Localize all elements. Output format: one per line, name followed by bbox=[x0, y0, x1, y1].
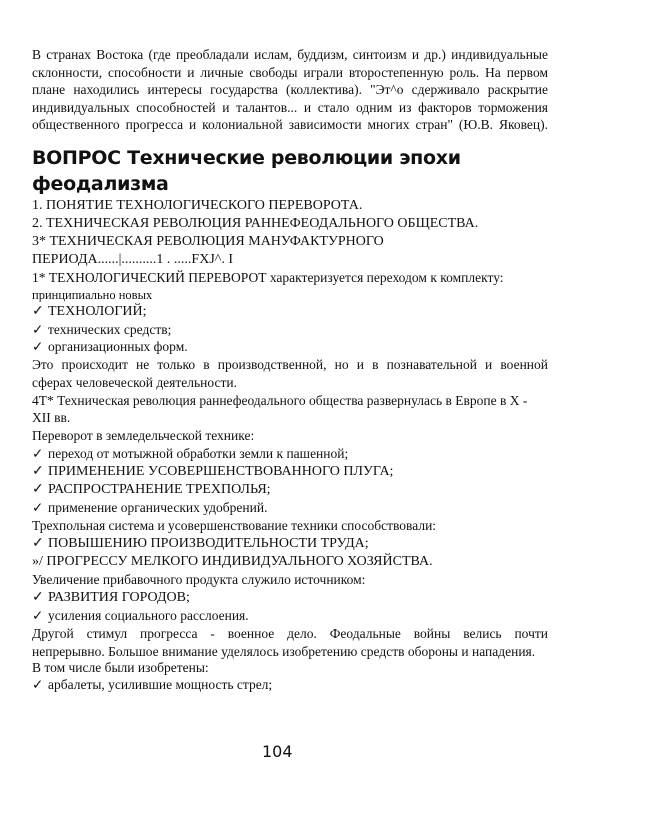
line-text: 4Т* Техническая революция раннефеодального общества развернулась в Европе в X - bbox=[32, 393, 528, 408]
checklist-item bbox=[32, 303, 548, 320]
check-mark-icon: ✓ bbox=[32, 322, 44, 337]
intro-line: индивидуальных способностей и талантов... и стало одним из факторов торможения bbox=[32, 99, 548, 115]
text-line bbox=[32, 269, 548, 286]
page-number: 104 bbox=[262, 742, 293, 761]
line-text: РАСПРОСТРАНЕНИЕ ТРЕХПОЛЬЯ; bbox=[48, 482, 271, 497]
section-heading: ВОПРОС Технические революции эпохи bbox=[32, 147, 461, 169]
text-line bbox=[32, 553, 548, 570]
line-text: ПЕРИОДА......|..........1 . .....FXJ^. I bbox=[32, 252, 234, 267]
line-text: применение органических удобрений. bbox=[48, 500, 268, 515]
line-text: технических средств; bbox=[48, 322, 172, 337]
line-text: РАЗВИТИЯ ГОРОДОВ; bbox=[48, 590, 190, 605]
line-text: непрерывно. Большое внимание уделялось изобретению средств обороны и нападения. bbox=[32, 644, 536, 659]
checklist-item bbox=[32, 321, 548, 338]
text-line bbox=[32, 392, 548, 409]
text-line bbox=[32, 197, 548, 214]
line-text: Трехпольная система и усовершенствование техники способствовали: bbox=[32, 518, 437, 533]
section-heading: феодализма bbox=[32, 173, 169, 195]
text-line bbox=[32, 625, 548, 642]
line-text: ПОВЫШЕНИЮ ПРОИЗВОДИТЕЛЬНОСТИ ТРУДА; bbox=[48, 536, 369, 551]
text-line bbox=[32, 409, 548, 426]
check-mark-icon: ✓ bbox=[32, 500, 44, 515]
line-text: Это происходит не только в производственной, но и в познавательной и военной bbox=[32, 357, 548, 372]
line-text: Другой стимул прогресса - военное дело. Феодальные войны велись почти bbox=[32, 626, 548, 641]
text-line bbox=[32, 374, 548, 391]
checklist-item bbox=[32, 499, 548, 516]
intro-line: общественного прогресса и колониальной зависимости многих стран" (Ю.В. Яковец). bbox=[32, 117, 548, 132]
intro-line: плане находились интересы государства (коллектива). "Эт^о сдерживало раскрытие bbox=[32, 82, 548, 97]
line-text: арбалеты, усилившие мощность стрел; bbox=[48, 677, 273, 692]
line-text: 1. ПОНЯТИЕ ТЕХНОЛОГИЧЕСКОГО ПЕРЕВОРОТА. bbox=[32, 198, 363, 213]
check-mark-icon: ✓ bbox=[32, 536, 44, 551]
line-text: 3* ТЕХНИЧЕСКАЯ РЕВОЛЮЦИЯ МАНУФАКТУРНОГО bbox=[32, 234, 384, 249]
check-mark-icon: ✓ bbox=[32, 677, 44, 692]
line-text: Переворот в земледельческой технике: bbox=[32, 428, 255, 443]
check-mark-icon: ✓ bbox=[32, 608, 44, 623]
line-text: »/ ПРОГРЕССУ МЕЛКОГО ИНДИВИДУАЛЬНОГО ХОЗЯЙСТВА. bbox=[32, 554, 433, 569]
text-line bbox=[32, 643, 548, 660]
text-line bbox=[32, 233, 548, 250]
check-mark-icon: ✓ bbox=[32, 446, 44, 461]
text-line bbox=[32, 427, 548, 444]
checklist-item bbox=[32, 676, 548, 693]
line-text: переход от мотыжной обработки земли к пашенной; bbox=[48, 446, 349, 461]
line-text: В том числе были изобретены: bbox=[32, 660, 209, 675]
line-text: XII вв. bbox=[32, 410, 71, 425]
line-text: ТЕХНОЛОГИЙ; bbox=[48, 304, 147, 319]
checklist-item bbox=[32, 445, 548, 462]
line-text: усиления социального расслоения. bbox=[48, 608, 249, 623]
text-line bbox=[32, 659, 548, 676]
checklist-item bbox=[32, 589, 548, 606]
checklist-item bbox=[32, 338, 548, 355]
line-text: 2. ТЕХНИЧЕСКАЯ РЕВОЛЮЦИЯ РАННЕФЕОДАЛЬНОГО ОБЩЕСТВА. bbox=[32, 216, 479, 231]
line-text: ПРИМЕНЕНИЕ УСОВЕРШЕНСТВОВАННОГО ПЛУГА; bbox=[48, 464, 394, 479]
checklist-item bbox=[32, 481, 548, 498]
line-text: принципиально новых bbox=[32, 288, 153, 302]
line-text: организационных форм. bbox=[48, 339, 188, 354]
line-text: сферах человеческой деятельности. bbox=[32, 375, 237, 390]
text-line bbox=[32, 356, 548, 373]
check-mark-icon: ✓ bbox=[32, 304, 44, 319]
check-mark-icon: ✓ bbox=[32, 482, 44, 497]
check-mark-icon: ✓ bbox=[32, 590, 44, 605]
text-line bbox=[32, 251, 548, 268]
line-text: Увеличение прибавочного продукта служило источником: bbox=[32, 572, 366, 587]
text-line bbox=[32, 287, 548, 304]
checklist-item bbox=[32, 463, 548, 480]
check-mark-icon: ✓ bbox=[32, 464, 44, 479]
text-line bbox=[32, 517, 548, 534]
intro-line: В странах Востока (где преобладали ислам, буддизм, синтоизм и др.) индивидуальные bbox=[32, 47, 548, 62]
text-line bbox=[32, 571, 548, 588]
checklist-item bbox=[32, 535, 548, 552]
text-line bbox=[32, 215, 548, 232]
line-text: 1* ТЕХНОЛОГИЧЕСКИЙ ПЕРЕВОРОТ характеризуется переходом к комплекту: bbox=[32, 270, 504, 285]
check-mark-icon: ✓ bbox=[32, 339, 44, 354]
intro-line: склонности, способности и личные свободы играли второстепенную роль. На первом bbox=[32, 64, 548, 80]
checklist-item bbox=[32, 607, 548, 624]
